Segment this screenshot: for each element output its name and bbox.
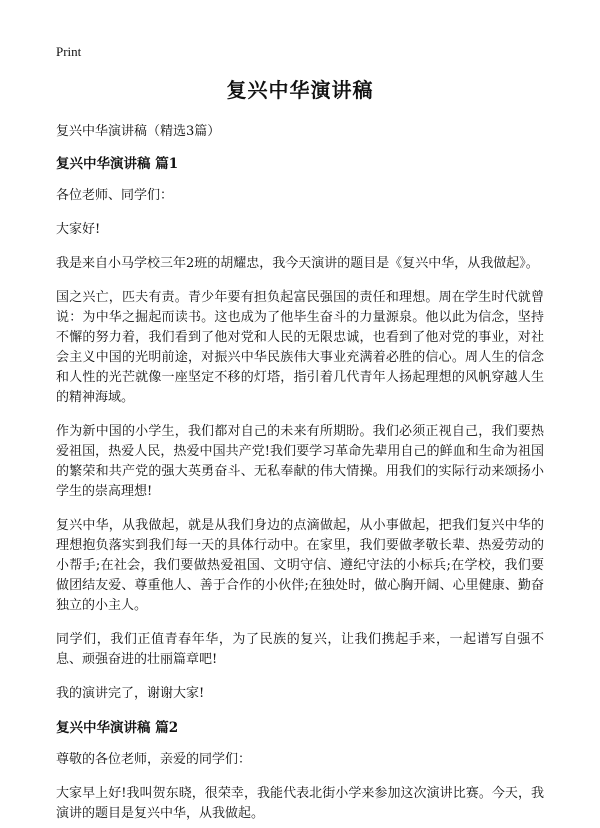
paragraph-call-to-action: 同学们，我们正值青春年华，为了民族的复兴，让我们携起手来，一起谱写自强不息、顽强奋进的壮丽篇章吧!	[56, 632, 544, 667]
print-label: Print	[56, 44, 82, 59]
paragraph-greeting-2: 尊敬的各位老师，亲爱的同学们：	[56, 752, 252, 767]
paragraph-start-from-me: 复兴中华，从我做起，就是从我们身边的点滴做起，从小事做起，把我们复兴中华的理想抱负落实到我们每一天的具体行动中。在家里，我们要做孝敬长辈、热爱劳动的小帮手;在社会，我们要做热爱祖国、文明守信、遵纪守法的小标兵;在学校，我们要做团结友爱、尊重他人、善于合作的小伙伴;在独处时，做心胸开阔、心里健康、勤奋独立的小主人。	[56, 518, 544, 613]
document-title: 复兴中华演讲稿	[226, 78, 374, 102]
paragraph-intro-2: 大家早上好!我叫贺东晓，很荣幸，我能代表北街小学来参加这次演讲比赛。今天，我演讲的题目是复兴中华，从我做起。	[56, 786, 544, 821]
paragraph-intro: 我是来自小马学校三年2班的胡耀忠，我今天演讲的题目是《复兴中华，从我做起》。	[56, 256, 539, 271]
paragraph-hello: 大家好!	[56, 222, 101, 237]
paragraph-responsibility: 国之兴亡，匹夫有责。青少年要有担负起富民强国的责任和理想。周在学生时代就曾说：为中华之掘起而读书。这也成为了他毕生奋斗的力量源泉。他以此为信念，坚持不懈的努力着，我们看到了他对党和人民的无限忠诚，也看到了他对党的事业，对社会主义中国的光明前途，对振兴中华民族伟大事业充满着必胜的信心。周人生的信念和人性的光芒就像一座坚定不移的灯塔，指引着几代青年人扬起理想的风帆穿越人生的精神海域。	[56, 290, 544, 405]
paragraph-student-hope: 作为新中国的小学生，我们都对自己的未来有所期盼。我们必须正视自己，我们要热爱祖国，热爱人民，热爱中国共产党!我们要学习革命先辈用自己的鲜血和生命为祖国的繁荣和共产党的强大英勇奋斗、无私奉献的伟大情操。用我们的实际行动来颂扬小学生的崇高理想!	[56, 424, 544, 499]
paragraph-thanks: 我的演讲完了，谢谢大家!	[56, 686, 205, 701]
paragraph-greeting: 各位老师、同学们：	[56, 188, 174, 203]
section-heading-1: 复兴中华演讲稿 篇1	[56, 156, 179, 172]
section-heading-2: 复兴中华演讲稿 篇2	[56, 720, 179, 736]
document-subtitle: 复兴中华演讲稿（精选3篇）	[56, 124, 221, 139]
